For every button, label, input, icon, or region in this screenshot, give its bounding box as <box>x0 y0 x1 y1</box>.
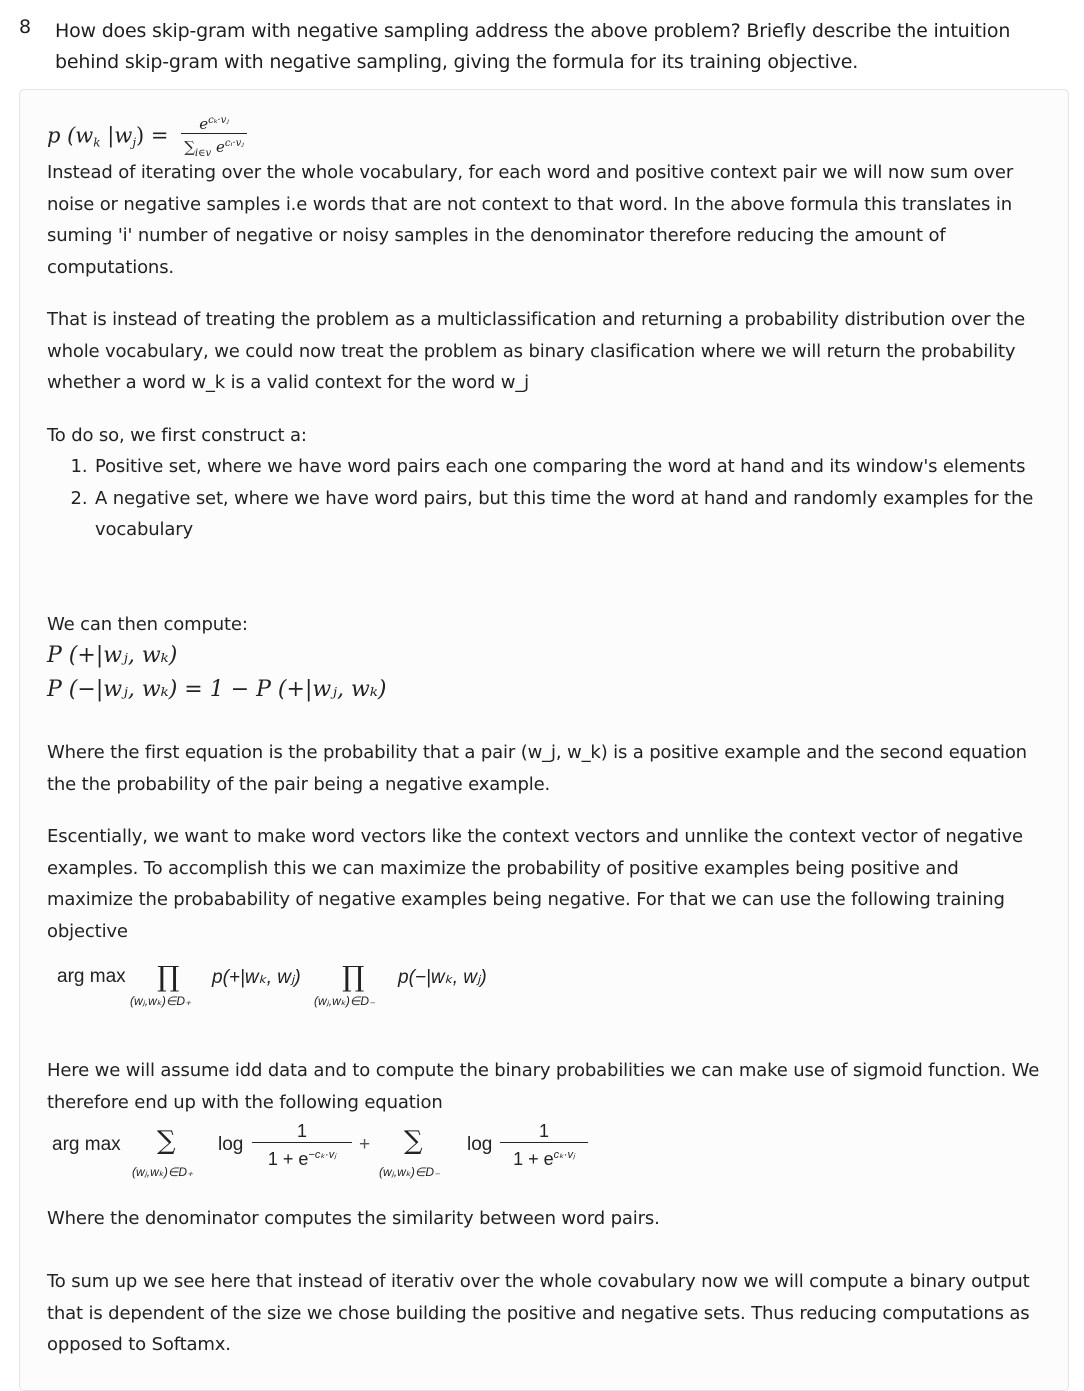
plus-sign: + <box>359 1134 371 1155</box>
den-exp: cᵢ·vⱼ <box>224 138 244 149</box>
objective-product <box>57 960 557 1020</box>
fraction-2-denominator <box>500 1142 588 1171</box>
paragraph-6: Here we will assume idd data and to compute the binary probabilities we can make use of sigmoid function. We therefore end up with the following equation <box>47 1060 1040 1113</box>
formula-sub-k: k <box>93 135 101 150</box>
equation-positive: P (+|wⱼ, wₖ) <box>47 643 178 668</box>
softmax-formula <box>47 112 247 163</box>
product-1-term: p(+|wₖ, wⱼ) <box>212 967 301 988</box>
list-item-positive-set: 1. Positive set, where we have word pairs each one comparing the word at hand and its window's elements <box>93 451 1037 483</box>
compute-intro: We can then compute: <box>47 614 248 635</box>
formula-sub-j: j <box>132 135 137 150</box>
paragraph-4: Where the first equation is the probability that a pair (w_j, w_k) is a positive example and the second equation the the probability of the pair being a negative example. <box>47 742 1027 795</box>
log-1: log <box>218 1134 244 1155</box>
product-symbol-2: ∏ <box>342 960 365 993</box>
fraction-1-numerator: 1 <box>296 1121 307 1141</box>
num-e: e <box>199 115 209 133</box>
formula-lhs: p (w <box>47 123 94 148</box>
sum-2-subscript: (wⱼ,wₖ)∈D₋ <box>379 1165 441 1179</box>
argmax-label: arg max <box>57 966 126 987</box>
paragraph-7: Where the denominator computes the similarity between word pairs. <box>47 1208 660 1229</box>
paragraph-2: That is instead of treating the problem as a multiclassification and returning a probability distribution over the whole vocabulary, we could now treat the problem as binary clasification where we will return the probability whether a word w_k is a valid context for the word w_j <box>47 309 1026 393</box>
num-exp: cₖ·vⱼ <box>208 115 229 126</box>
softmax-fraction <box>181 112 247 162</box>
sum-1-subscript: (wⱼ,wₖ)∈D₊ <box>132 1165 194 1179</box>
fraction-1 <box>252 1120 352 1171</box>
fraction-2-numerator: 1 <box>538 1121 549 1141</box>
product-2-term: p(−|wₖ, wⱼ) <box>398 967 487 988</box>
den-e: e <box>215 138 225 156</box>
argmax-label-2: arg max <box>52 1134 121 1155</box>
set-list <box>47 451 1037 546</box>
den-sum: ∑ <box>184 138 195 156</box>
fraction-1-denominator <box>252 1142 352 1171</box>
fraction-2-den-base: 1 + e <box>513 1149 554 1169</box>
softmax-numerator <box>181 112 247 133</box>
den-sum-sub: i∈v <box>194 148 212 159</box>
equation-negative: P (−|wⱼ, wₖ) = 1 − P (+|wⱼ, wₖ) <box>47 677 387 702</box>
question-number: 8 <box>19 16 32 38</box>
list-item-negative-set: 2. A negative set, where we have word pairs, but this time the word at hand and randomly examples for the vocabulary <box>93 483 1037 546</box>
question-text: How does skip-gram with negative sampling address the above problem? Briefly describe the intuition behind skip-gram with negative sampling, giving the formula for its training objective. <box>55 20 1011 73</box>
product-1-subscript: (wⱼ,wₖ)∈D₊ <box>130 994 192 1008</box>
paragraph-8: To sum up we see here that instead of iterativ over the whole covabulary now we will compute a binary output that is dependent of the size we chose building the positive and negative sets. Thus reducing computations as opposed to Softamx. <box>47 1271 1030 1355</box>
fraction-1-den-base: 1 + e <box>267 1149 309 1169</box>
log-2: log <box>467 1134 493 1155</box>
objective-sigmoid <box>52 1120 612 1185</box>
fraction-2 <box>500 1120 588 1171</box>
product-2-subscript: (wⱼ,wₖ)∈D₋ <box>314 994 376 1008</box>
sum-symbol-1: ∑ <box>157 1126 176 1156</box>
fraction-2-den-exp: cₖ·vⱼ <box>553 1149 575 1161</box>
paragraph-1: Instead of iterating over the whole vocabulary, for each word and positive context pair we will now sum over noise or negative samples i.e words that are not context to that word. In the above formula this translates in suming 'i' number of negative or noisy samples in the denominator therefore reducing the amount of computations. <box>47 162 1014 278</box>
formula-equals: ) = <box>136 123 169 148</box>
construct-intro: To do so, we first construct a: <box>47 425 307 446</box>
paragraph-5: Escentially, we want to make word vectors like the context vectors and unnlike the context vector of negative examples. To accomplish this we can maximize the probability of positive examples being positive and maximize the probabability of negative examples being negative. For that we can use the following training objective <box>47 826 1023 942</box>
product-symbol-1: ∏ <box>157 960 180 993</box>
fraction-1-den-exp: −cₖ·vⱼ <box>308 1149 337 1161</box>
formula-mid: |w <box>100 123 133 148</box>
sum-symbol-2: ∑ <box>404 1126 423 1156</box>
